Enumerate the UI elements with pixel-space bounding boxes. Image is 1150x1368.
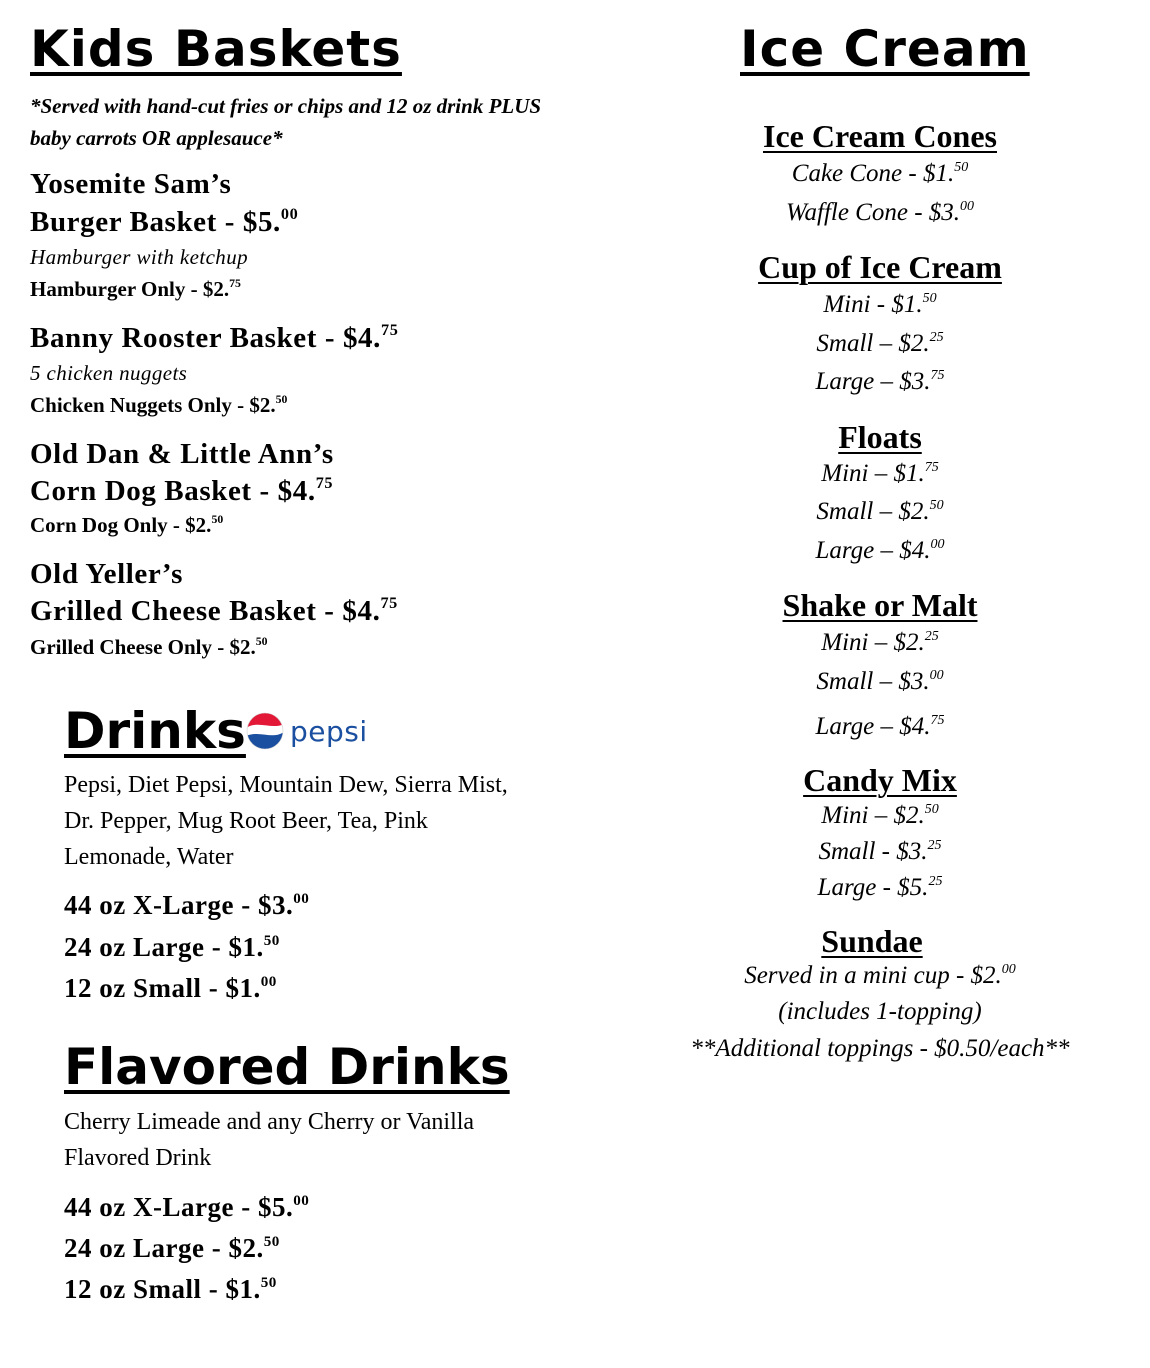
- flavored-drinks-title: Flavored Drinks: [64, 1038, 510, 1096]
- cup-of-ice-cream-heading: Cup of Ice Cream: [758, 249, 1002, 285]
- ice-cream-cones-heading: Ice Cream Cones: [762, 118, 997, 154]
- item-name-price: Burger Basket - $5.00: [30, 204, 299, 238]
- drink-size-price: 12 oz Small - $1.00: [64, 973, 277, 1003]
- kids-baskets-note: *Served with hand-cut fries or chips and 12 oz drink PLUS baby carrots OR applesauce*: [30, 94, 542, 150]
- menu-price-line: Large – $3.75: [815, 367, 945, 395]
- menu-price-line: Small – $2.50: [816, 497, 944, 525]
- floats-heading: Floats: [838, 419, 922, 455]
- drinks-list: Pepsi, Diet Pepsi, Mountain Dew, Sierra Mist, Dr. Pepper, Mug Root Beer, Tea, Pink Lemonade, Water: [64, 772, 508, 870]
- flavored-size-price: 44 oz X-Large - $5.00: [64, 1192, 310, 1222]
- menu-price-line: Small – $3.00: [816, 667, 944, 695]
- pepsi-logo: [246, 712, 368, 750]
- menu-price-line: Mini – $2.50: [821, 801, 939, 829]
- menu-price-line: Large – $4.00: [815, 536, 945, 564]
- menu-price-line: Large - $5.25: [817, 873, 943, 901]
- drink-size-price: 44 oz X-Large - $3.00: [64, 890, 310, 920]
- pepsi-logo-text: pepsi: [290, 714, 368, 748]
- menu-price-line: Small – $2.25: [816, 329, 944, 357]
- item-description: Hamburger with ketchup: [30, 245, 248, 269]
- item-name-line: Old Yeller’s: [30, 558, 183, 590]
- item-name-line: Old Dan & Little Ann’s: [30, 438, 334, 470]
- item-name-price: Banny Rooster Basket - $4.75: [30, 320, 399, 354]
- flavored-size-price: 12 oz Small - $1.50: [64, 1274, 277, 1304]
- flavored-drinks-list: Cherry Limeade and any Cherry or Vanilla Flavored Drink: [64, 1109, 475, 1171]
- sundae-price-line: Served in a mini cup - $2.00: [744, 961, 1016, 989]
- ice-cream-title: Ice Cream: [740, 20, 1030, 78]
- item-only-price: Chicken Nuggets Only - $2.50: [30, 393, 288, 417]
- menu-price-line: Small - $3.25: [818, 837, 942, 865]
- sundae-includes-note: (includes 1-topping): [778, 998, 982, 1025]
- menu-price-line: Large – $4.75: [815, 712, 945, 740]
- menu-price-line: Waffle Cone - $3.00: [785, 198, 975, 226]
- menu-price-line: Mini – $2.25: [821, 628, 939, 656]
- drinks-title: Drinks: [64, 702, 246, 760]
- sundae-heading: Sundae: [821, 923, 923, 959]
- flavored-size-price: 24 oz Large - $2.50: [64, 1233, 280, 1263]
- item-only-price: Grilled Cheese Only - $2.50: [30, 635, 268, 659]
- item-name-price: Corn Dog Basket - $4.75: [30, 473, 334, 507]
- menu-price-line: Cake Cone - $1.50: [791, 159, 969, 187]
- item-only-price: Corn Dog Only - $2.50: [30, 513, 224, 537]
- candy-mix-heading: Candy Mix: [803, 762, 957, 798]
- item-name-price: Grilled Cheese Basket - $4.75: [30, 593, 398, 627]
- item-only-price: Hamburger Only - $2.75: [30, 277, 241, 301]
- pepsi-globe-icon: [246, 712, 284, 750]
- menu-price-line: Mini - $1.50: [823, 290, 937, 318]
- item-description: 5 chicken nuggets: [30, 361, 188, 385]
- shake-or-malt-heading: Shake or Malt: [782, 587, 978, 623]
- additional-toppings-note: **Additional toppings - $0.50/each**: [690, 1035, 1070, 1062]
- kids-baskets-title: Kids Baskets: [30, 20, 402, 78]
- menu-price-line: Mini – $1.75: [821, 459, 939, 487]
- drink-size-price: 24 oz Large - $1.50: [64, 932, 280, 962]
- item-name-line: Yosemite Sam’s: [30, 168, 232, 200]
